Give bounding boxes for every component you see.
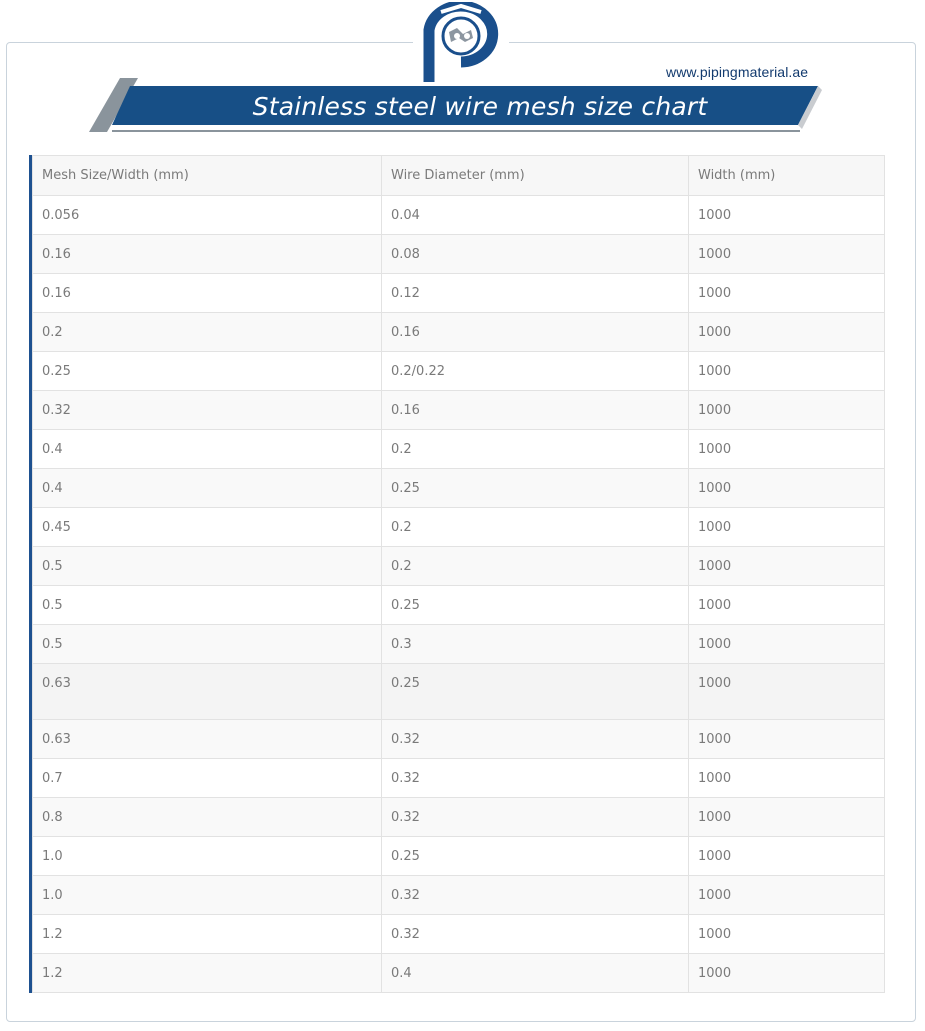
mesh-size-cell: 0.5: [33, 625, 382, 664]
column-header-wire-diameter: Wire Diameter (mm): [382, 156, 689, 196]
table-row: [33, 352, 885, 391]
wire-diameter-cell: 0.16: [382, 313, 689, 352]
width-cell: 1000: [689, 547, 885, 586]
width-cell: 1000: [689, 837, 885, 876]
table-row: [33, 759, 885, 798]
wire-diameter-cell: 0.16: [382, 391, 689, 430]
table-row: [33, 391, 885, 430]
mesh-size-cell: 0.7: [33, 759, 382, 798]
table-row: [33, 313, 885, 352]
mesh-size-cell: 1.2: [33, 954, 382, 993]
wire-diameter-cell: 0.2: [382, 430, 689, 469]
width-cell: 1000: [689, 391, 885, 430]
size-chart-table: [29, 155, 884, 993]
mesh-size-cell: 0.45: [33, 508, 382, 547]
wire-diameter-cell: 0.12: [382, 274, 689, 313]
mesh-size-cell: 0.4: [33, 469, 382, 508]
wire-diameter-cell: 0.32: [382, 720, 689, 759]
table-row: [33, 664, 885, 720]
site-url[interactable]: www.pipingmaterial.ae: [666, 64, 809, 80]
table-row: [33, 586, 885, 625]
table-row: [33, 625, 885, 664]
mesh-size-cell: 0.16: [33, 235, 382, 274]
table-row: [33, 954, 885, 993]
wire-diameter-cell: 0.32: [382, 876, 689, 915]
wire-diameter-cell: 0.2: [382, 547, 689, 586]
width-cell: 1000: [689, 720, 885, 759]
page-title: Stainless steel wire mesh size chart: [252, 92, 708, 121]
wire-diameter-cell: 0.25: [382, 837, 689, 876]
mesh-size-cell: 0.5: [33, 547, 382, 586]
table-row: [33, 469, 885, 508]
width-cell: 1000: [689, 235, 885, 274]
mesh-size-cell: 0.63: [33, 664, 382, 720]
width-cell: 1000: [689, 586, 885, 625]
column-header-mesh-size: Mesh Size/Width (mm): [33, 156, 382, 196]
table-row: [33, 430, 885, 469]
wire-diameter-cell: 0.32: [382, 759, 689, 798]
table-row: [33, 720, 885, 759]
mesh-size-cell: 0.63: [33, 720, 382, 759]
wire-diameter-cell: 0.04: [382, 196, 689, 235]
table-row: [33, 876, 885, 915]
mesh-size-cell: 0.4: [33, 430, 382, 469]
mesh-size-cell: 0.25: [33, 352, 382, 391]
wire-diameter-cell: 0.2/0.22: [382, 352, 689, 391]
wire-diameter-cell: 0.3: [382, 625, 689, 664]
table-row: [33, 837, 885, 876]
wire-diameter-cell: 0.08: [382, 235, 689, 274]
width-cell: 1000: [689, 508, 885, 547]
mesh-size-cell: 0.8: [33, 798, 382, 837]
column-header-width: Width (mm): [689, 156, 885, 196]
wire-diameter-cell: 0.32: [382, 915, 689, 954]
width-cell: 1000: [689, 954, 885, 993]
width-cell: 1000: [689, 625, 885, 664]
wire-diameter-cell: 0.25: [382, 664, 689, 720]
table-header-row: [33, 156, 885, 196]
wire-diameter-cell: 0.25: [382, 469, 689, 508]
wire-diameter-cell: 0.4: [382, 954, 689, 993]
mesh-size-cell: 0.16: [33, 274, 382, 313]
mesh-size-cell: 0.32: [33, 391, 382, 430]
table-row: [33, 798, 885, 837]
width-cell: 1000: [689, 274, 885, 313]
width-cell: 1000: [689, 876, 885, 915]
width-cell: 1000: [689, 430, 885, 469]
table-row: [33, 508, 885, 547]
table-row: [33, 274, 885, 313]
mesh-size-cell: 0.056: [33, 196, 382, 235]
mesh-size-cell: 1.0: [33, 837, 382, 876]
table-row: [33, 235, 885, 274]
width-cell: 1000: [689, 196, 885, 235]
mesh-size-cell: 1.2: [33, 915, 382, 954]
wire-diameter-cell: 0.25: [382, 586, 689, 625]
table-row: [33, 547, 885, 586]
mesh-size-cell: 0.2: [33, 313, 382, 352]
mesh-size-cell: 1.0: [33, 876, 382, 915]
mesh-size-cell: 0.5: [33, 586, 382, 625]
wire-diameter-cell: 0.32: [382, 798, 689, 837]
table-row: [33, 196, 885, 235]
width-cell: 1000: [689, 469, 885, 508]
width-cell: 1000: [689, 915, 885, 954]
company-logo[interactable]: [413, 2, 509, 84]
width-cell: 1000: [689, 313, 885, 352]
logo-icon: [413, 2, 509, 84]
width-cell: 1000: [689, 798, 885, 837]
table-row: [33, 915, 885, 954]
wire-diameter-cell: 0.2: [382, 508, 689, 547]
width-cell: 1000: [689, 352, 885, 391]
width-cell: 1000: [689, 664, 885, 720]
width-cell: 1000: [689, 759, 885, 798]
